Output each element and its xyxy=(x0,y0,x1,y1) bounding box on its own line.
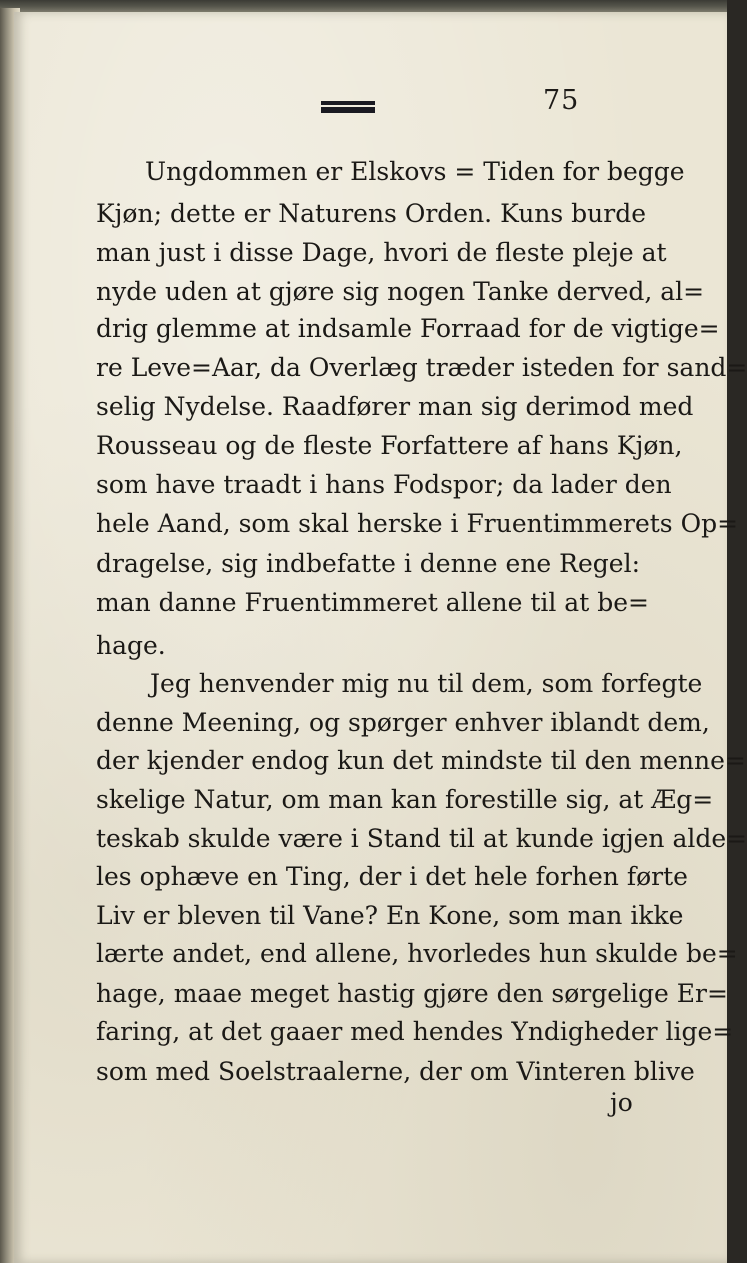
text-line: man danne Fruentimmeret allene til at be= xyxy=(96,588,649,617)
page-number: 75 xyxy=(543,85,580,116)
text-line: dragelse, sig indbefatte i denne ene Regel: xyxy=(96,549,640,578)
text-line: lærte andet, end allene, hvorledes hun skulde be= xyxy=(96,939,738,968)
text-line: hage. xyxy=(96,631,166,660)
text-line: hele Aand, som skal herske i Fruentimmerets Op= xyxy=(96,509,739,538)
text-line: der kjender endog kun det mindste til den menne= xyxy=(96,746,746,775)
text-line: Liv er bleven til Vane? En Kone, som man ikke xyxy=(96,901,684,930)
text-line: hage, maae meget hastig gjøre den sørgelige Er= xyxy=(96,979,728,1008)
text-line: re Leve=Aar, da Overlæg træder isteden for sand= xyxy=(96,353,747,382)
text-line: les ophæve en Ting, der i det hele forhen førte xyxy=(96,862,688,891)
text-line: skelige Natur, om man kan forestille sig, at Æg= xyxy=(96,785,714,814)
text-line: Jeg henvender mig nu til dem, som forfegte xyxy=(150,669,703,698)
catchword: jo xyxy=(610,1088,633,1117)
text-line: faring, at det gaaer med hendes Yndigheder lige= xyxy=(96,1017,734,1046)
text-line: selig Nydelse. Raadfører man sig derimod med xyxy=(96,392,694,421)
text-line: Kjøn; dette er Naturens Orden. Kuns burde xyxy=(96,199,647,228)
text-line: teskab skulde være i Stand til at kunde igjen alde= xyxy=(96,824,747,853)
header-ornament-rule xyxy=(321,101,375,115)
text-line: som med Soelstraalerne, der om Vinteren blive xyxy=(96,1057,695,1086)
rule-bar-bottom xyxy=(321,107,375,113)
text-line: drig glemme at indsamle Forraad for de vigtige= xyxy=(96,314,720,343)
text-line: som have traadt i hans Fodspor; da lader den xyxy=(96,470,672,499)
text-line: denne Meening, og spørger enhver iblandt dem, xyxy=(96,708,710,737)
text-line: Rousseau og de fleste Forfattere af hans Kjøn, xyxy=(96,431,683,460)
text-line: Ungdommen er Elskovs = Tiden for begge xyxy=(145,157,685,186)
text-line: nyde uden at gjøre sig nogen Tanke derved, al= xyxy=(96,277,705,306)
rule-bar-top xyxy=(321,101,375,105)
text-line: man just i disse Dage, hvori de fleste pleje at xyxy=(96,238,667,267)
